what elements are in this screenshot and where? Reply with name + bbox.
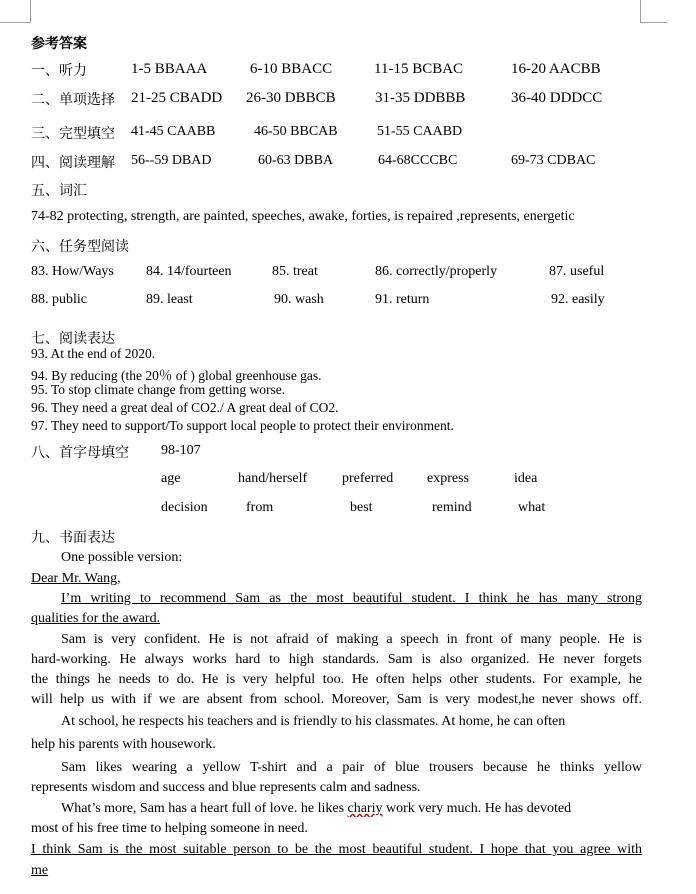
section-5-label: 五、词汇 — [31, 183, 87, 199]
task-answer: 91. return — [375, 292, 430, 307]
reading-answer: 95. To stop climate change from getting worse. — [31, 382, 286, 397]
cloze-answer: express — [427, 471, 469, 486]
answers-title: 参考答案 — [31, 36, 87, 52]
essay-line: I think Sam is the most suitable person to be the most beautiful student. I hope that you agree with — [31, 842, 642, 857]
task-answer: 89. least — [146, 292, 193, 307]
cloze-answer: age — [161, 471, 181, 486]
answer-group: 26-30 DBBCB — [246, 90, 336, 106]
task-answer: 92. easily — [551, 292, 605, 307]
answer-group: 56--59 DBAD — [131, 153, 212, 168]
essay-line-end: work very much. He has devoted — [382, 801, 572, 816]
task-answer: 85. treat — [272, 264, 318, 279]
reading-answer: 93. At the end of 2020. — [31, 346, 156, 361]
answer-group: 21-25 CBADD — [131, 90, 223, 106]
section-2-label: 二、单项选择 — [31, 92, 115, 108]
answer-group: 16-20 AACBB — [511, 61, 601, 77]
essay-line — [31, 801, 642, 817]
cloze-answer: hand/herself — [238, 471, 308, 486]
task-answer: 83. How/Ways — [31, 264, 114, 279]
essay-line: me — [31, 863, 49, 878]
section-3-label: 三、完型填空 — [31, 126, 115, 142]
cloze-answer: remind — [432, 500, 472, 515]
section-4-label: 四、阅读理解 — [31, 155, 115, 171]
essay-line: represents wisdom and success and blue represents calm and sadness. — [31, 780, 421, 795]
vocab-answers: 74-82 protecting, strength, are painted, speeches, awake, forties, is repaired ,represents, energetic — [31, 209, 575, 224]
answer-group: 69-73 CDBAC — [511, 153, 596, 168]
crop-mark-top-right — [640, 0, 667, 23]
essay-line: I’m writing to recommend Sam as the most beautiful student. I think he has many strong — [61, 591, 642, 606]
answer-group: 51-55 CAABD — [377, 124, 463, 139]
essay-line-start: What’s more, Sam has a heart full of love. he likes — [61, 801, 348, 816]
answer-group: 11-15 BCBAC — [374, 61, 464, 77]
answer-group: 36-40 DDDCC — [511, 90, 603, 106]
essay-line: Sam likes wearing a yellow T-shirt and a pair of blue trousers because he thinks yellow — [61, 760, 642, 775]
reading-answer: 96. They need a great deal of CO2./ A great deal of CO2. — [31, 400, 339, 415]
task-answer: 86. correctly/properly — [375, 264, 498, 279]
reading-answer: 94. By reducing (the 20％ of ) global greenhouse gas. — [31, 368, 322, 383]
task-answer: 88. public — [31, 292, 87, 307]
cloze-answer: from — [246, 500, 274, 515]
essay-line: qualities for the award. — [31, 611, 161, 626]
cloze-answer: decision — [161, 500, 208, 515]
essay-line: Sam is very confident. He is not afraid of making a speech in front of many people. He is — [61, 632, 642, 647]
section-7-label: 七、阅读表达 — [31, 331, 115, 347]
cloze-answer: preferred — [342, 471, 394, 486]
essay-line: will help us with if we are absent from school. Moreover, Sam is very modest,he never shows off. — [31, 692, 642, 707]
question-range: 98-107 — [161, 443, 201, 458]
essay-line: At school, he respects his teachers and is friendly to his classmates. At home, he can often — [61, 714, 566, 729]
essay-line: the things he needs to do. He is very helpful too. He often helps other students. For example, he — [31, 672, 642, 687]
essay-intro: One possible version: — [61, 550, 183, 565]
section-9-label: 九、书面表达 — [31, 530, 115, 546]
essay-greeting: Dear Mr. Wang, — [31, 571, 121, 586]
answer-group: 60-63 DBBA — [258, 153, 334, 168]
answer-group: 64-68CCCBC — [378, 153, 458, 168]
section-1-label: 一、听力 — [31, 63, 87, 79]
spelling-error-word: chariy — [347, 801, 383, 816]
answer-group: 46-50 BBCAB — [254, 124, 338, 139]
cloze-answer: idea — [514, 471, 538, 486]
task-answer: 87. useful — [549, 264, 605, 279]
task-answer: 84. 14/fourteen — [146, 264, 232, 279]
task-answer: 90. wash — [274, 292, 324, 307]
essay-line: most of his free time to helping someone in need. — [31, 821, 308, 836]
answer-group: 31-35 DDBBB — [375, 90, 466, 106]
answer-group: 41-45 CAABB — [131, 124, 216, 139]
section-6-label: 六、任务型阅读 — [31, 239, 129, 255]
answer-group: 6-10 BBACC — [250, 61, 333, 77]
essay-line: hard-working. He always works hard to high standards. Sam is also organized. He never forgets — [31, 652, 642, 667]
answer-group: 1-5 BBAAA — [131, 61, 208, 77]
reading-answer: 97. They need to support/To support local people to protect their environment. — [31, 418, 454, 433]
cloze-answer: what — [518, 500, 546, 515]
essay-line: help his parents with housework. — [31, 737, 216, 752]
cloze-answer: best — [350, 500, 373, 515]
crop-mark-top-left — [0, 0, 31, 23]
section-8-label: 八、首字母填空 — [31, 445, 129, 461]
